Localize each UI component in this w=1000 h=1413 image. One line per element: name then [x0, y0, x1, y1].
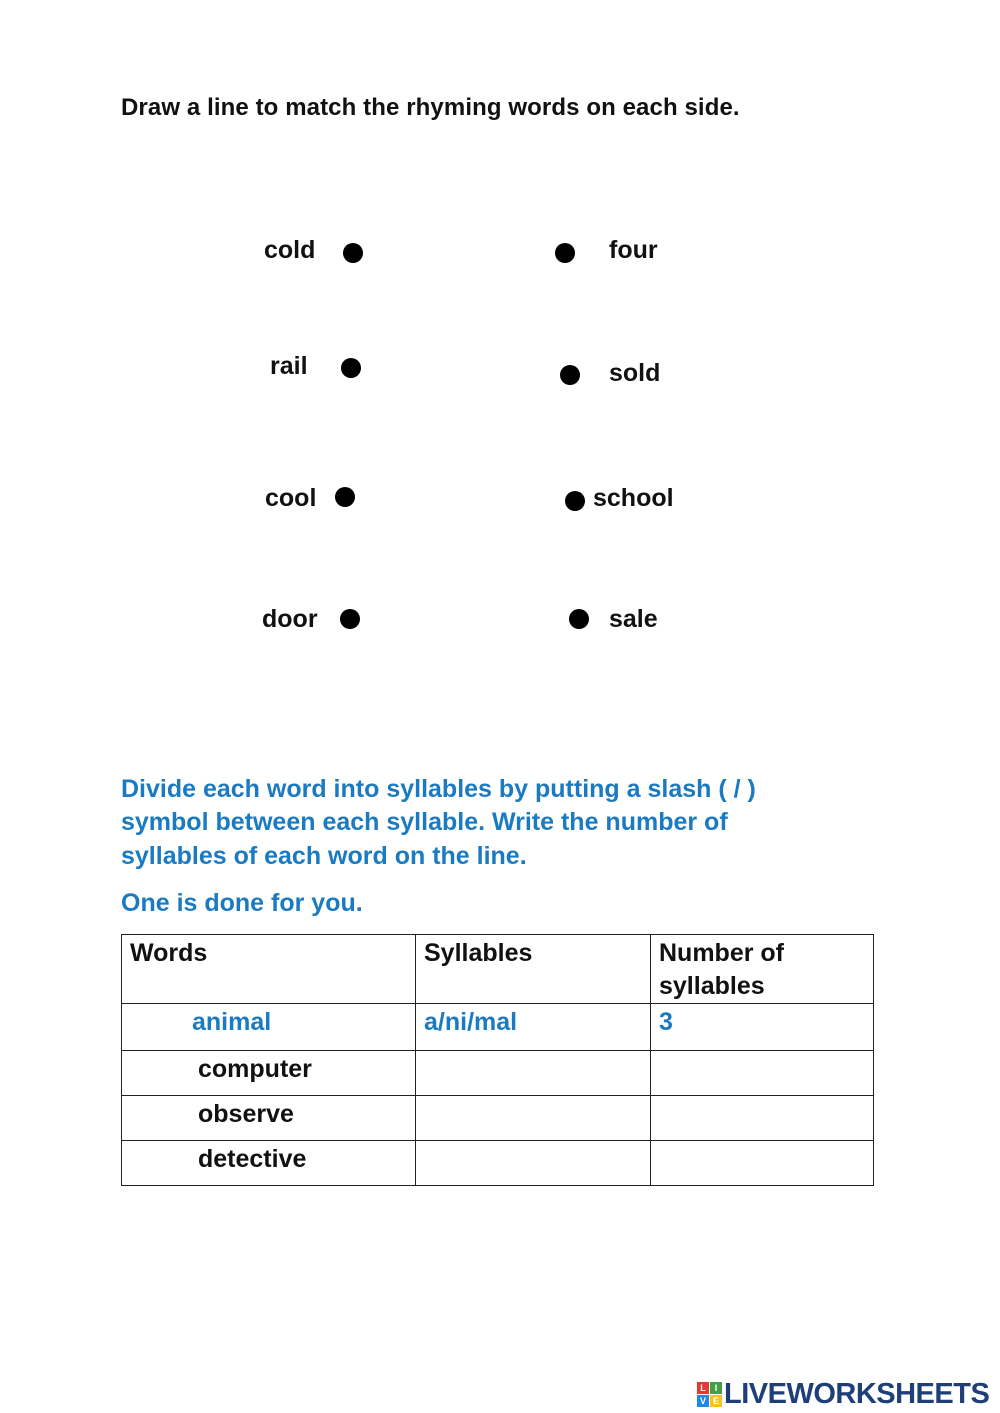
- syllable-instruction-line: symbol between each syllable. Write the number of: [121, 808, 728, 836]
- left-dot[interactable]: [340, 609, 360, 629]
- example-note: One is done for you.: [121, 889, 363, 917]
- left-word: cool: [265, 484, 317, 512]
- right-dot[interactable]: [565, 491, 585, 511]
- right-word: sold: [609, 359, 661, 387]
- logo-letter: I: [710, 1382, 722, 1394]
- count-answer-cell[interactable]: [651, 1141, 874, 1186]
- logo-mark-icon: [697, 1382, 722, 1407]
- syllable-instruction-line: syllables of each word on the line.: [121, 842, 527, 870]
- left-dot[interactable]: [343, 243, 363, 263]
- header-words: Words: [122, 935, 416, 1004]
- syllables-answer-cell[interactable]: [416, 1051, 651, 1096]
- left-word: cold: [264, 236, 316, 264]
- right-dot[interactable]: [560, 365, 580, 385]
- header-number-of-syllables: Number of syllables: [651, 935, 874, 1004]
- logo-letter: L: [697, 1382, 709, 1394]
- liveworksheets-logo: [697, 1378, 989, 1410]
- matching-instruction: Draw a line to match the rhyming words on each side.: [121, 94, 740, 121]
- syllable-instruction-line: Divide each word into syllables by putting a slash ( / ): [121, 775, 756, 803]
- left-word: rail: [270, 352, 308, 380]
- word-cell: computer: [122, 1051, 416, 1096]
- table-row: [122, 1096, 874, 1141]
- brand-name: LIVEWORKSHEETS: [724, 1377, 990, 1410]
- left-word: door: [262, 605, 318, 633]
- right-dot[interactable]: [569, 609, 589, 629]
- count-cell: 3: [651, 1004, 874, 1051]
- right-word: four: [609, 236, 658, 264]
- word-cell: animal: [122, 1004, 416, 1051]
- syllables-answer-cell[interactable]: [416, 1096, 651, 1141]
- table-row: [122, 1051, 874, 1096]
- syllables-table: [121, 934, 874, 1186]
- header-syllables: Syllables: [416, 935, 651, 1004]
- right-word: school: [593, 484, 674, 512]
- word-cell: observe: [122, 1096, 416, 1141]
- logo-letter: V: [697, 1395, 709, 1407]
- left-dot[interactable]: [335, 487, 355, 507]
- count-answer-cell[interactable]: [651, 1051, 874, 1096]
- syllables-cell: a/ni/mal: [416, 1004, 651, 1051]
- left-dot[interactable]: [341, 358, 361, 378]
- table-row: [122, 1141, 874, 1186]
- word-cell: detective: [122, 1141, 416, 1186]
- table-header-row: [122, 935, 874, 1004]
- syllables-answer-cell[interactable]: [416, 1141, 651, 1186]
- logo-letter: E: [710, 1395, 722, 1407]
- table-row: [122, 1004, 874, 1051]
- right-word: sale: [609, 605, 658, 633]
- count-answer-cell[interactable]: [651, 1096, 874, 1141]
- right-dot[interactable]: [555, 243, 575, 263]
